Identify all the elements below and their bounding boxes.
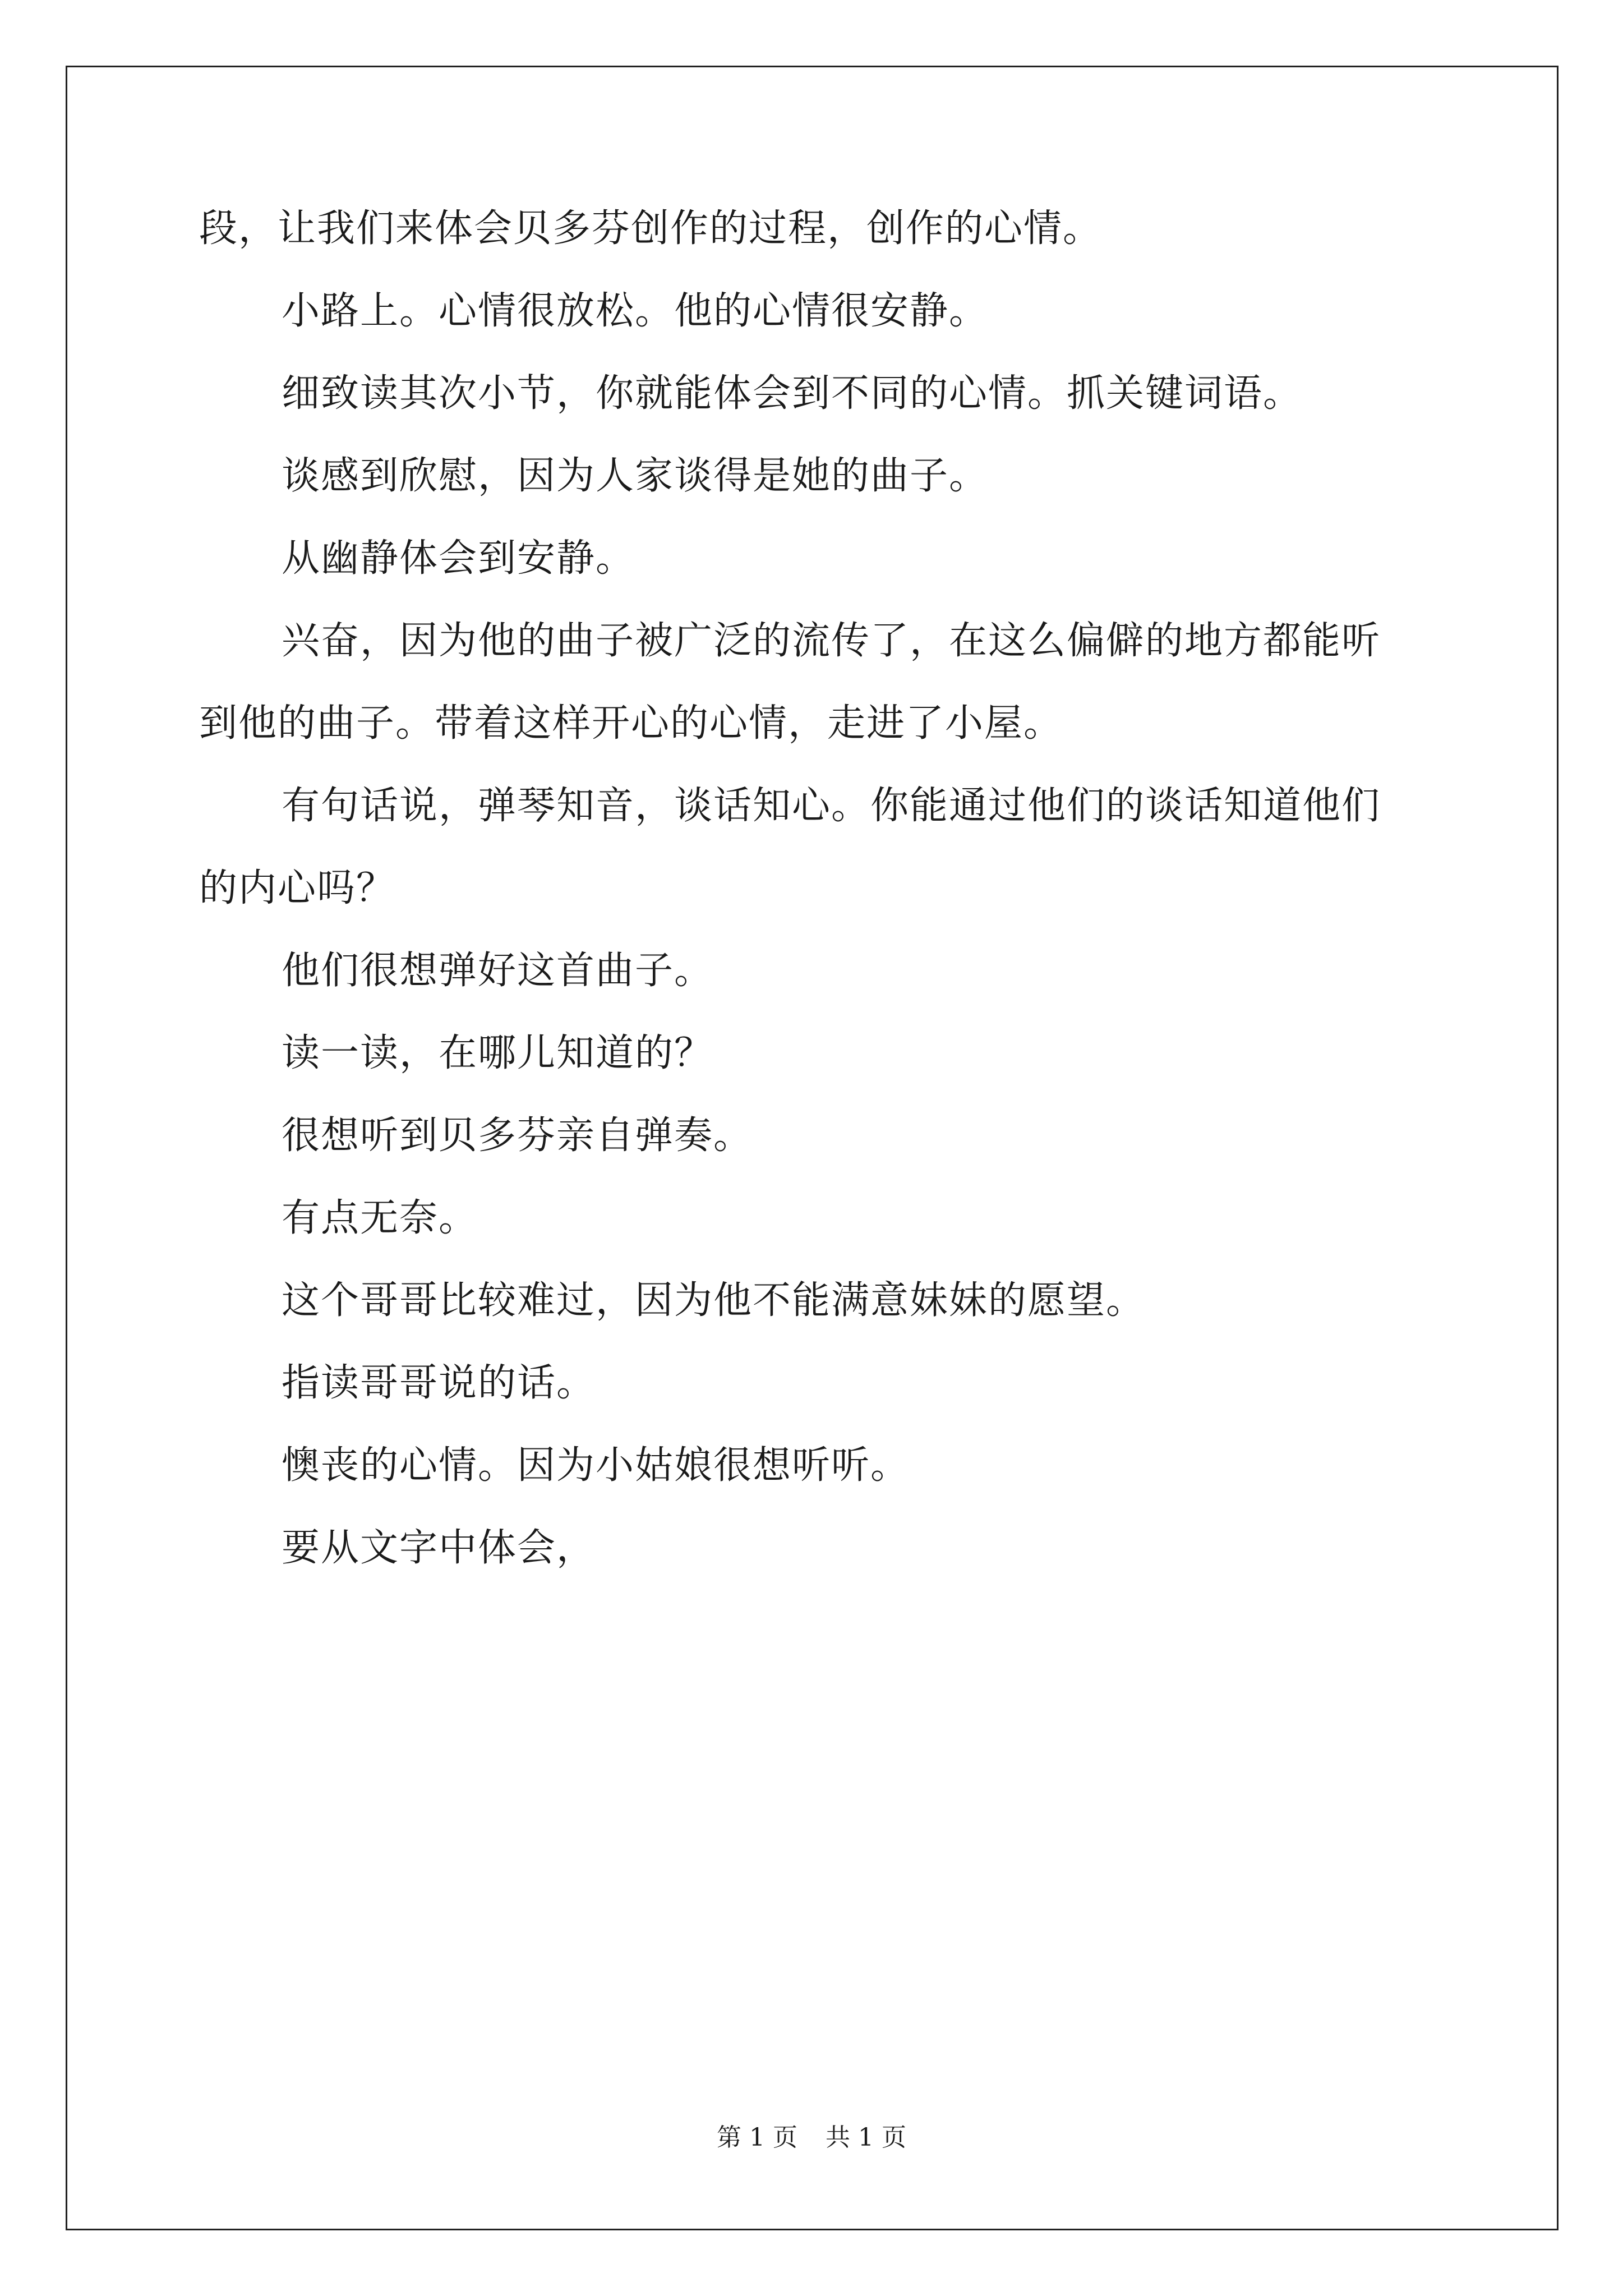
text-line: 段，让我们来体会贝多芬创作的过程，创作的心情。	[199, 206, 1103, 251]
text-line: 读一读，在哪儿知道的？	[282, 1031, 714, 1075]
text-line: 兴奋，因为他的曲子被广泛的流传了，在这么偏僻的地方都能听	[282, 619, 1381, 663]
paragraph	[199, 208, 1433, 250]
text-line: 这个哥哥比较难过，因为他不能满意妹妹的愿望。	[282, 1278, 1146, 1323]
text-line: 要从文字中体会，	[282, 1526, 596, 1570]
text-line: 指读哥哥说的话。	[282, 1361, 596, 1405]
text-line: 有句话说，弹琴知音，谈话知心。你能通过他们的谈话知道他们	[282, 784, 1381, 828]
text-line: 小路上。心情很放松。他的心情很安静。	[282, 289, 989, 333]
paragraph	[199, 1527, 1433, 1570]
text-line: 细致读其次小节，你就能体会到不同的心情。抓关键词语。	[282, 371, 1303, 416]
document-body	[199, 208, 1433, 1609]
paragraph	[199, 1444, 1433, 1487]
paragraph	[199, 620, 1433, 745]
paragraph	[199, 290, 1433, 333]
text-line: 懊丧的心情。因为小姑娘很想听听。	[282, 1443, 910, 1488]
paragraph	[199, 1197, 1433, 1240]
text-line: 他们很想弹好这首曲子。	[282, 949, 714, 993]
paragraph	[199, 1032, 1433, 1075]
page-number-label: 第 1 页	[717, 2123, 797, 2152]
text-line: 到他的曲子。带着这样开心的心情，走进了小屋。	[199, 701, 1063, 746]
text-line: 很想听到贝多芬亲自弹奏。	[282, 1114, 753, 1158]
paragraph	[199, 455, 1433, 498]
page-total-label: 共 1 页	[826, 2123, 906, 2152]
paragraph	[199, 1115, 1433, 1157]
text-line: 的内心吗？	[199, 866, 396, 910]
text-line: 从幽静体会到安静。	[282, 536, 635, 581]
paragraph	[199, 1362, 1433, 1405]
paragraph	[199, 785, 1433, 910]
paragraph	[199, 1280, 1433, 1322]
text-line: 谈感到欣慰，因为人家谈得是她的曲子。	[282, 454, 989, 498]
page-footer	[0, 2123, 1623, 2152]
paragraph	[199, 372, 1433, 415]
text-line: 有点无奈。	[282, 1196, 478, 1240]
paragraph	[199, 950, 1433, 992]
paragraph	[199, 537, 1433, 580]
